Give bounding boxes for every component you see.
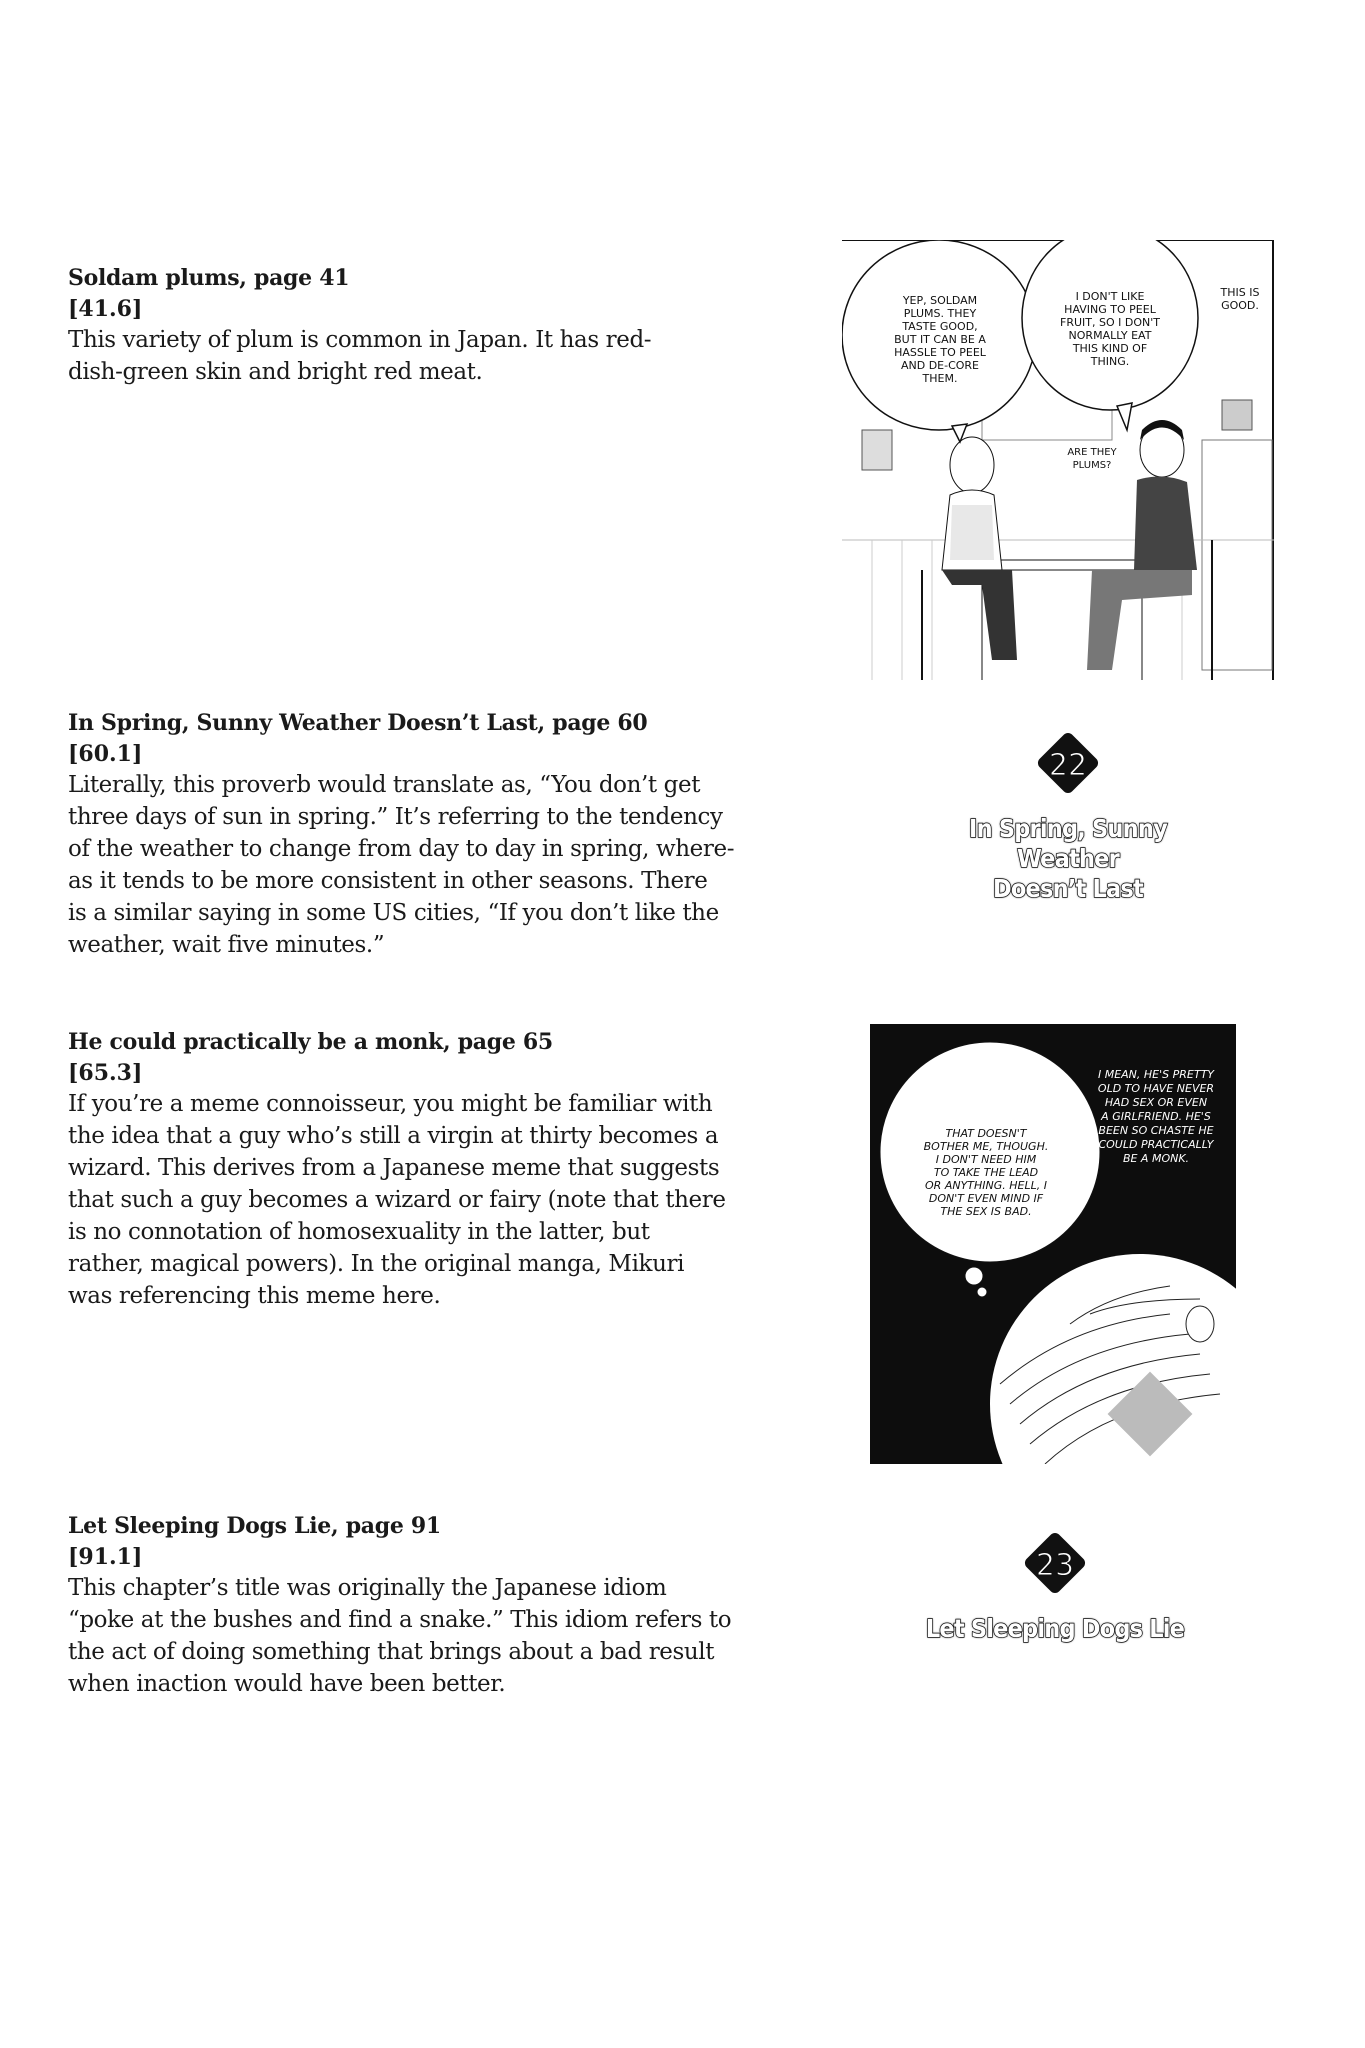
note-line: This chapter’s title was originally the Japanese idiom xyxy=(68,1575,667,1601)
note-reference: [91.1] xyxy=(68,1544,143,1570)
note-line: is no connotation of homosexuality in the latter, but xyxy=(68,1219,650,1245)
chapter-title-line: In Spring, Sunny Weather xyxy=(969,814,1167,873)
bubble-line: FRUIT, SO I DON'T xyxy=(1060,316,1160,329)
note-line: that such a guy becomes a wizard or fairy (note that there xyxy=(68,1187,726,1213)
note-line: This variety of plum is common in Japan. It has red- xyxy=(68,327,652,353)
note-heading: Soldam plums, page 41 xyxy=(68,265,350,291)
caption-line: I MEAN, HE'S PRETTY xyxy=(1097,1068,1215,1081)
bubble-line: YEP, SOLDAM xyxy=(902,294,978,307)
manga-panel-kitchen xyxy=(842,240,1274,680)
caption-line: BEEN SO CHASTE HE xyxy=(1098,1124,1214,1137)
bubble-line: AND DE-CORE xyxy=(900,359,980,372)
note-line: wizard. This derives from a Japanese meme that suggests xyxy=(68,1155,720,1181)
bubble-line: THING. xyxy=(1090,355,1130,368)
note-line: dish-green skin and bright red meat. xyxy=(68,359,483,385)
manga-panel-thought xyxy=(870,1024,1236,1464)
note-line: rather, magical powers). In the original manga, Mikuri xyxy=(68,1251,685,1277)
note-heading: In Spring, Sunny Weather Doesn’t Last, page 60 xyxy=(68,710,648,736)
bubble-line: BUT IT CAN BE A xyxy=(894,333,986,346)
bubble-line: I DON'T LIKE xyxy=(1075,290,1145,303)
bubble-line: THEM. xyxy=(922,372,958,385)
caption-line: A GIRLFRIEND. HE'S xyxy=(1101,1110,1211,1123)
caption-line: HAD SEX OR EVEN xyxy=(1104,1096,1208,1109)
note-monk xyxy=(68,1026,768,1312)
note-line: of the weather to change from day to day in spring, where- xyxy=(68,836,735,862)
note-line: is a similar saying in some US cities, “If you don’t like the xyxy=(68,900,719,926)
bubble-line: I DON'T NEED HIM xyxy=(935,1153,1037,1166)
note-reference: [41.6] xyxy=(68,296,143,322)
bubble-line: THIS KIND OF xyxy=(1072,342,1148,355)
aside-line: ARE THEY xyxy=(1067,447,1117,458)
note-heading: Let Sleeping Dogs Lie, page 91 xyxy=(68,1513,441,1539)
chapter-22-title-card xyxy=(918,740,1218,904)
chapter-number: 22 xyxy=(1048,748,1088,783)
note-line: If you’re a meme connoisseur, you might be familiar with xyxy=(68,1091,713,1117)
note-line: when inaction would have been better. xyxy=(68,1671,506,1697)
caption-line: COULD PRACTICALLY xyxy=(1098,1138,1214,1151)
note-reference: [65.3] xyxy=(68,1060,143,1086)
aside-line: PLUMS? xyxy=(1072,460,1112,471)
chapter-title-line: Let Sleeping Dogs Lie xyxy=(925,1614,1185,1643)
caption-line: OLD TO HAVE NEVER xyxy=(1097,1082,1215,1095)
note-line: “poke at the bushes and find a snake.” This idiom refers to xyxy=(68,1607,732,1633)
note-heading: He could practically be a monk, page 65 xyxy=(68,1029,553,1055)
note-line: as it tends to be more consistent in other seasons. There xyxy=(68,868,708,894)
bubble-line: HASSLE TO PEEL xyxy=(894,346,986,359)
note-line: the act of doing something that brings about a bad result xyxy=(68,1639,715,1665)
bubble-line: OR ANYTHING. HELL, I xyxy=(925,1179,1047,1192)
bubble-line: THAT DOESN'T xyxy=(945,1127,1027,1140)
bubble-line: HAVING TO PEEL xyxy=(1064,303,1156,316)
note-line: Literally, this proverb would translate as, “You don’t get xyxy=(68,772,701,798)
bubble-line: PLUMS. THEY xyxy=(903,307,977,320)
bubble-line: GOOD. xyxy=(1221,299,1259,312)
bubble-line: DON'T EVEN MIND IF xyxy=(928,1192,1044,1205)
note-reference: [60.1] xyxy=(68,741,143,767)
note-sleeping-dogs xyxy=(68,1510,768,1700)
bubble-line: TO TAKE THE LEAD xyxy=(933,1166,1039,1179)
bubble-line: NORMALLY EAT xyxy=(1068,329,1152,342)
note-spring-weather xyxy=(68,707,768,961)
bubble-line: TASTE GOOD, xyxy=(902,320,978,333)
note-soldam-plums xyxy=(68,262,768,388)
caption-line: BE A MONK. xyxy=(1122,1152,1190,1165)
bubble-line: BOTHER ME, THOUGH. xyxy=(923,1140,1049,1153)
note-line: was referencing this meme here. xyxy=(68,1283,441,1309)
note-line: three days of sun in spring.” It’s referring to the tendency xyxy=(68,804,723,830)
bubble-line: THE SEX IS BAD. xyxy=(940,1205,1032,1218)
bubble-line: THIS IS xyxy=(1220,286,1260,299)
note-line: weather, wait five minutes.” xyxy=(68,932,385,958)
chapter-23-title-card xyxy=(905,1540,1205,1644)
chapter-title-line: Doesn’t Last xyxy=(993,874,1143,903)
chapter-number: 23 xyxy=(1035,1548,1075,1583)
note-line: the idea that a guy who’s still a virgin at thirty becomes a xyxy=(68,1123,719,1149)
